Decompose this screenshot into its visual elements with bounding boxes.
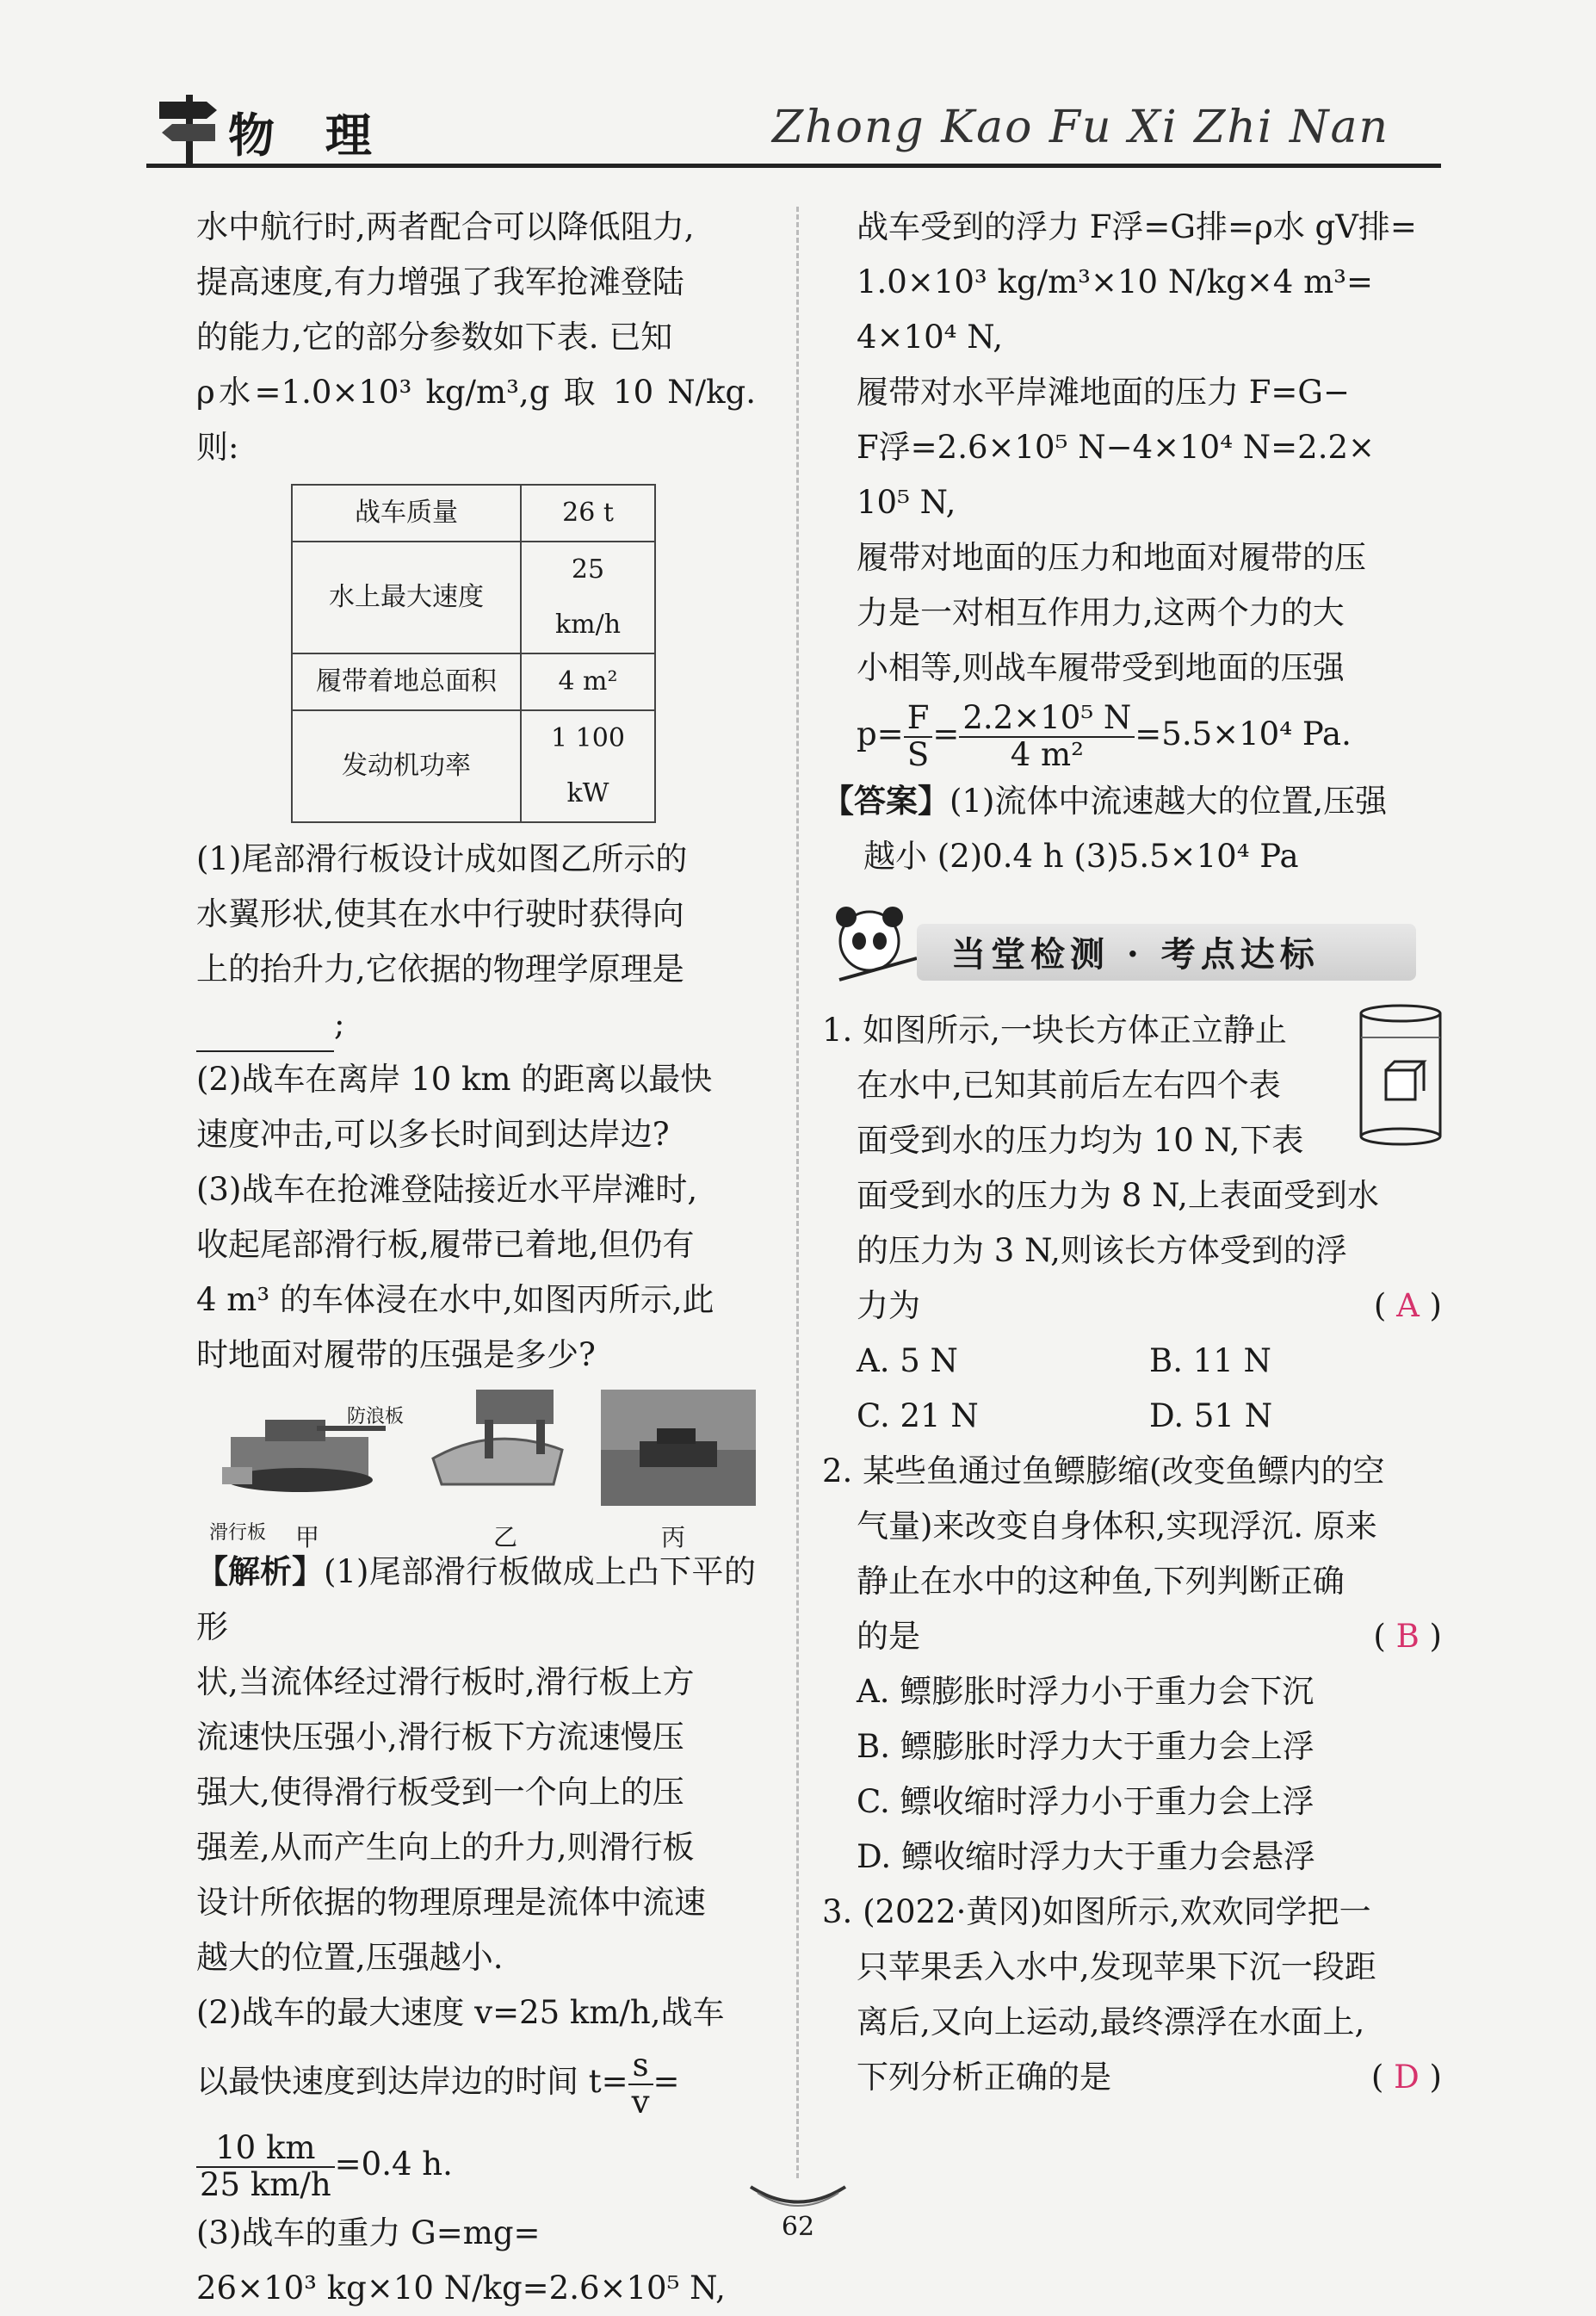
page-number-ornament-icon [742,2157,854,2208]
intro-line: 水中航行时,两者配合可以降低阻力, [196,208,695,245]
question-line: 静止在水中的这种鱼,下列判断正确 [857,1563,1345,1600]
analysis-line: 强差,从而产生向上的升力,则滑行板 [196,1829,695,1866]
solution-line: 履带对地面的压力和地面对履带的压 [857,539,1366,576]
answer-blank-line [196,997,756,1052]
section-banner [822,898,1442,993]
option-grid [822,1334,1442,1444]
question-line: 气量)来改变自身体积,实现浮沉. 原来 [857,1508,1377,1545]
blank-end: ; [334,1006,345,1043]
table-row [292,653,655,710]
table-row [292,485,655,542]
analysis-line: 以最快速度到达岸边的时间 t= $\frac{s}{v}$ = [196,2046,680,2121]
intro-line: ρ水=1.0×10³ kg/m³,g 取 10 N/kg. 则: [196,374,756,466]
pressure-formula: p= $\frac{F}{S}$ = $\frac{\text{2.2×10⁵ N}}{\text{4 m²}}$ =5.5×10⁴ Pa. [857,698,1352,773]
analysis-line: 强大,使得滑行板受到一个向上的压 [196,1774,684,1811]
page-number: 62 [781,2212,815,2242]
page-number-badge [742,2157,854,2242]
question-line: 4 m³ 的车体浸在水中,如图丙所示,此 [196,1281,714,1318]
cylinder-container-icon [1356,1003,1446,1149]
question-line: 离后,又向上运动,最终漂浮在水面上, [857,2003,1365,2040]
question-3 [822,1885,1442,2105]
answer-line: 越小 (2)0.4 h (3)5.5×10⁴ Pa [863,838,1299,875]
answer-blank[interactable] [196,1016,334,1052]
fraction: $\frac{F}{S}$ [904,701,933,772]
answer-bracket: ( D ) [1370,2059,1442,2096]
answer-choice: D [1394,2059,1420,2096]
question-line: 速度冲击,可以多长时间到达岸边? [196,1116,670,1153]
banner-title: 当堂检测 · 考点达标 [951,934,1320,975]
figure-label: 滑行板 [209,1522,267,1544]
solution-line: 履带对水平岸滩地面的压力 F=G− [857,374,1350,411]
sliding-board-image [424,1390,579,1506]
answer-line: 【 答案 】 (1)流体中流速越大的位置,压强 [822,773,1442,829]
question-line: 上的抬升力,它依据的物理学原理是 [196,951,684,988]
table-cell: 发动机功率 [292,710,521,822]
question-line: 下列分析正确的是 ( D ) [822,2050,1442,2105]
question-line: 水翼形状,使其在水中行驶时获得向 [196,895,684,932]
analysis-line: 设计所依据的物理原理是流体中流速 [196,1884,706,1921]
question-2 [822,1444,1442,1885]
analysis-line: 26×10³ kg×10 N/kg=2.6×10⁵ N, [196,2270,726,2307]
figure-label: 甲 [295,1523,320,1551]
analysis-line: (2)战车的最大速度 v=25 km/h,战车 [196,1994,725,2031]
question-line: 只苹果丢入水中,发现苹果下沉一段距 [857,1948,1376,1985]
solution-line: 小相等,则战车履带受到地面的压强 [857,649,1345,686]
table-cell: 25 km/h [521,542,655,653]
solution-line: 战车受到的浮力 F浮=G排=ρ水 gV排= [857,208,1417,245]
fraction: $\frac{10 km}{25 km/h}$ [196,2131,335,2202]
question-line: 1. 如图所示,一块长方体正立静止 [822,1012,1287,1049]
question-line: 的压力为 3 N,则该长方体受到的浮 [857,1232,1347,1269]
table-cell: 1 100 kW [521,710,655,822]
subject-title: 物 理 [228,108,389,163]
solution-line: 1.0×10³ kg/m³×10 N/kg×4 m³= [857,263,1374,300]
analysis-line: 【 解析 】 (1)尾部滑行板做成上凸下平的形 [196,1544,756,1655]
table-cell: 战车质量 [292,485,521,542]
intro-line: 的能力,它的部分参数如下表. 已知 [196,319,673,356]
table-cell: 4 m² [521,653,655,710]
solution-line: F浮=2.6×10⁵ N−4×10⁴ N=2.2× [857,429,1376,466]
parameter-table [291,484,656,823]
table-cell: 履带着地总面积 [292,653,521,710]
option-c[interactable]: C. 鳔收缩时浮力小于重力会上浮 [857,1783,1315,1820]
option-a[interactable]: A. 鳔膨胀时浮力小于重力会下沉 [857,1673,1315,1710]
question-line: 力为 ( A ) [822,1279,1442,1334]
analysis-tag: 【 解析 】 [196,1544,324,1599]
answer-choice: A [1396,1287,1420,1324]
answer-bracket: ( B ) [1373,1618,1442,1655]
analysis-line: $\frac{10 km}{25 km/h}$ =0.4 h. [196,2123,756,2206]
answer-tag: 【 答案 】 [822,773,950,828]
option-b[interactable]: B. 鳔膨胀时浮力大于重力会上浮 [857,1728,1315,1765]
option-a[interactable]: A. 5 N [857,1342,958,1379]
answer-bracket: ( A ) [1373,1287,1442,1324]
solution-line: 10⁵ N, [857,484,956,521]
question-line: (1)尾部滑行板设计成如图乙所示的 [196,840,688,877]
option-b[interactable]: B. 11 N [1149,1342,1271,1379]
table-cell: 26 t [521,485,655,542]
question-line: 面受到水的压力均为 10 N,下表 [857,1122,1304,1159]
question-line: 2. 某些鱼通过鱼鳔膨缩(改变鱼鳔内的空 [822,1452,1385,1489]
fraction: $\frac{s}{v}$ [628,2048,653,2120]
question-1 [822,1003,1442,1444]
table-row [292,542,655,653]
right-column [822,200,1442,2105]
analysis-line: 流速快压强小,滑行板下方流速慢压 [196,1718,684,1756]
table-row [292,710,655,822]
column-divider [796,207,799,2178]
figure-label: 丙 [661,1523,686,1551]
solution-line: 力是一对相互作用力,这两个力的大 [857,594,1345,631]
option-c[interactable]: C. 21 N [857,1397,979,1434]
question-line: 在水中,已知其前后左右四个表 [857,1067,1281,1104]
figure-row [196,1390,756,1551]
question-line: 面受到水的压力为 8 N,上表面受到水 [857,1177,1379,1214]
intro-line: 提高速度,有力增强了我军抢滩登陆 [196,263,684,300]
panda-mascot-icon [822,898,925,993]
figure-label: 防浪板 [347,1406,405,1427]
analysis-line: 状,当流体经过滑行板时,滑行板上方 [196,1663,695,1700]
question-line: 3. (2022·黄冈)如图所示,欢欢同学把一 [822,1893,1371,1930]
solution-line: 4×10⁴ N, [857,319,1003,356]
question-line: 的是 ( B ) [822,1609,1442,1664]
analysis-line: 越大的位置,压强越小. [196,1939,504,1976]
amphibious-image [601,1390,756,1506]
option-d[interactable]: D. 鳔收缩时浮力大于重力会悬浮 [857,1838,1315,1875]
analysis-line: (3)战车的重力 G=mg= [196,2214,541,2251]
left-column [196,200,756,2316]
figure-label: 乙 [493,1523,518,1551]
option-d[interactable]: D. 51 N [1149,1397,1273,1434]
question-line: (2)战车在离岸 10 km 的距离以最快 [196,1061,713,1098]
table-cell: 水上最大速度 [292,542,521,653]
answer-choice: B [1395,1618,1420,1655]
fraction: $\frac{\text{2.2×10⁵ N}}{\text{4 m²}}$ [959,701,1135,772]
series-title: Zhong Kao Fu Xi Zhi Nan [772,102,1389,153]
question-line: (3)战车在抢滩登陆接近水平岸滩时, [196,1171,698,1208]
question-line: 收起尾部滑行板,履带已着地,但仍有 [196,1226,695,1263]
header-divider [146,164,1441,168]
question-line: 时地面对履带的压强是多少? [196,1336,596,1373]
signpost-icon [155,86,224,164]
